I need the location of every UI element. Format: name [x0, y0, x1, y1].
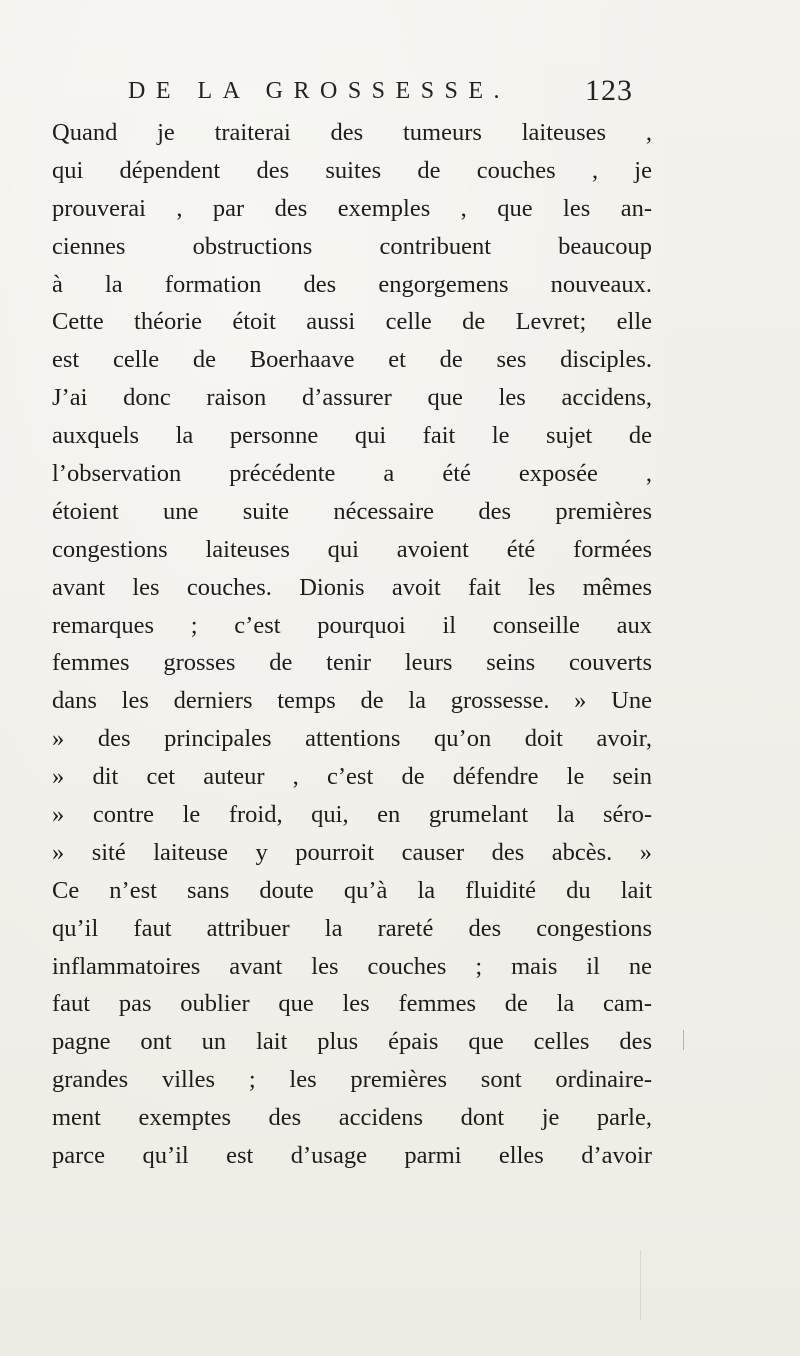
text-line: Cette théorie étoit aussi celle de Levret; elle	[52, 308, 652, 336]
text-line: inflammatoires avant les couches ; mais il ne	[52, 952, 652, 980]
text-line: Ce n’est sans doute qu’à la fluidité du lait	[52, 876, 652, 904]
body-text	[52, 114, 652, 1175]
text-line: faut pas oublier que les femmes de la cam-	[52, 990, 652, 1018]
text-line: remarques ; c’est pourquoi il conseille aux	[52, 611, 652, 639]
text-line: pagne ont un lait plus épais que celles des	[52, 1028, 652, 1056]
text-line: prouverai , par des exemples , que les an-	[52, 194, 652, 222]
text-line: ciennes obstructions contribuent beaucoup	[52, 232, 652, 260]
running-title: DE LA GROSSESSE.	[128, 78, 511, 104]
text-line: » sité laiteuse y pourroit causer des abcès. »	[52, 838, 652, 866]
text-line: dans les derniers temps de la grossesse. » Une	[52, 687, 652, 715]
text-line: Quand je traiterai des tumeurs laiteuses ,	[52, 119, 652, 146]
paper-mark	[683, 1030, 684, 1050]
text-line: » des principales attentions qu’on doit avoir,	[52, 725, 652, 753]
text-line: » contre le froid, qui, en grumelant la séro-	[52, 801, 652, 829]
text-line: est celle de Boerhaave et de ses disciples.	[52, 346, 652, 374]
text-line: l’observation précédente a été exposée ,	[52, 460, 652, 488]
text-line: qui dépendent des suites de couches , je	[52, 156, 652, 184]
text-line: auxquels la personne qui fait le sujet de	[52, 422, 652, 450]
text-line: avant les couches. Dionis avoit fait les mêmes	[52, 573, 652, 601]
page-number: 123	[585, 74, 633, 107]
text-line: qu’il faut attribuer la rareté des congestions	[52, 914, 652, 942]
text-line: J’ai donc raison d’assurer que les accidens,	[52, 384, 652, 412]
text-line: à la formation des engorgemens nouveaux.	[52, 270, 652, 298]
text-line: grandes villes ; les premières sont ordinaire-	[52, 1066, 652, 1094]
text-line: parce qu’il est d’usage parmi elles d’avoir	[52, 1142, 652, 1170]
text-line: femmes grosses de tenir leurs seins couverts	[52, 649, 652, 677]
running-head	[0, 74, 800, 118]
paper-mark	[640, 1250, 641, 1320]
text-line: congestions laiteuses qui avoient été formées	[52, 535, 652, 563]
text-line: étoient une suite nécessaire des premières	[52, 497, 652, 525]
text-line: ment exemptes des accidens dont je parle,	[52, 1104, 652, 1132]
text-line: » dit cet auteur , c’est de défendre le sein	[52, 763, 652, 791]
